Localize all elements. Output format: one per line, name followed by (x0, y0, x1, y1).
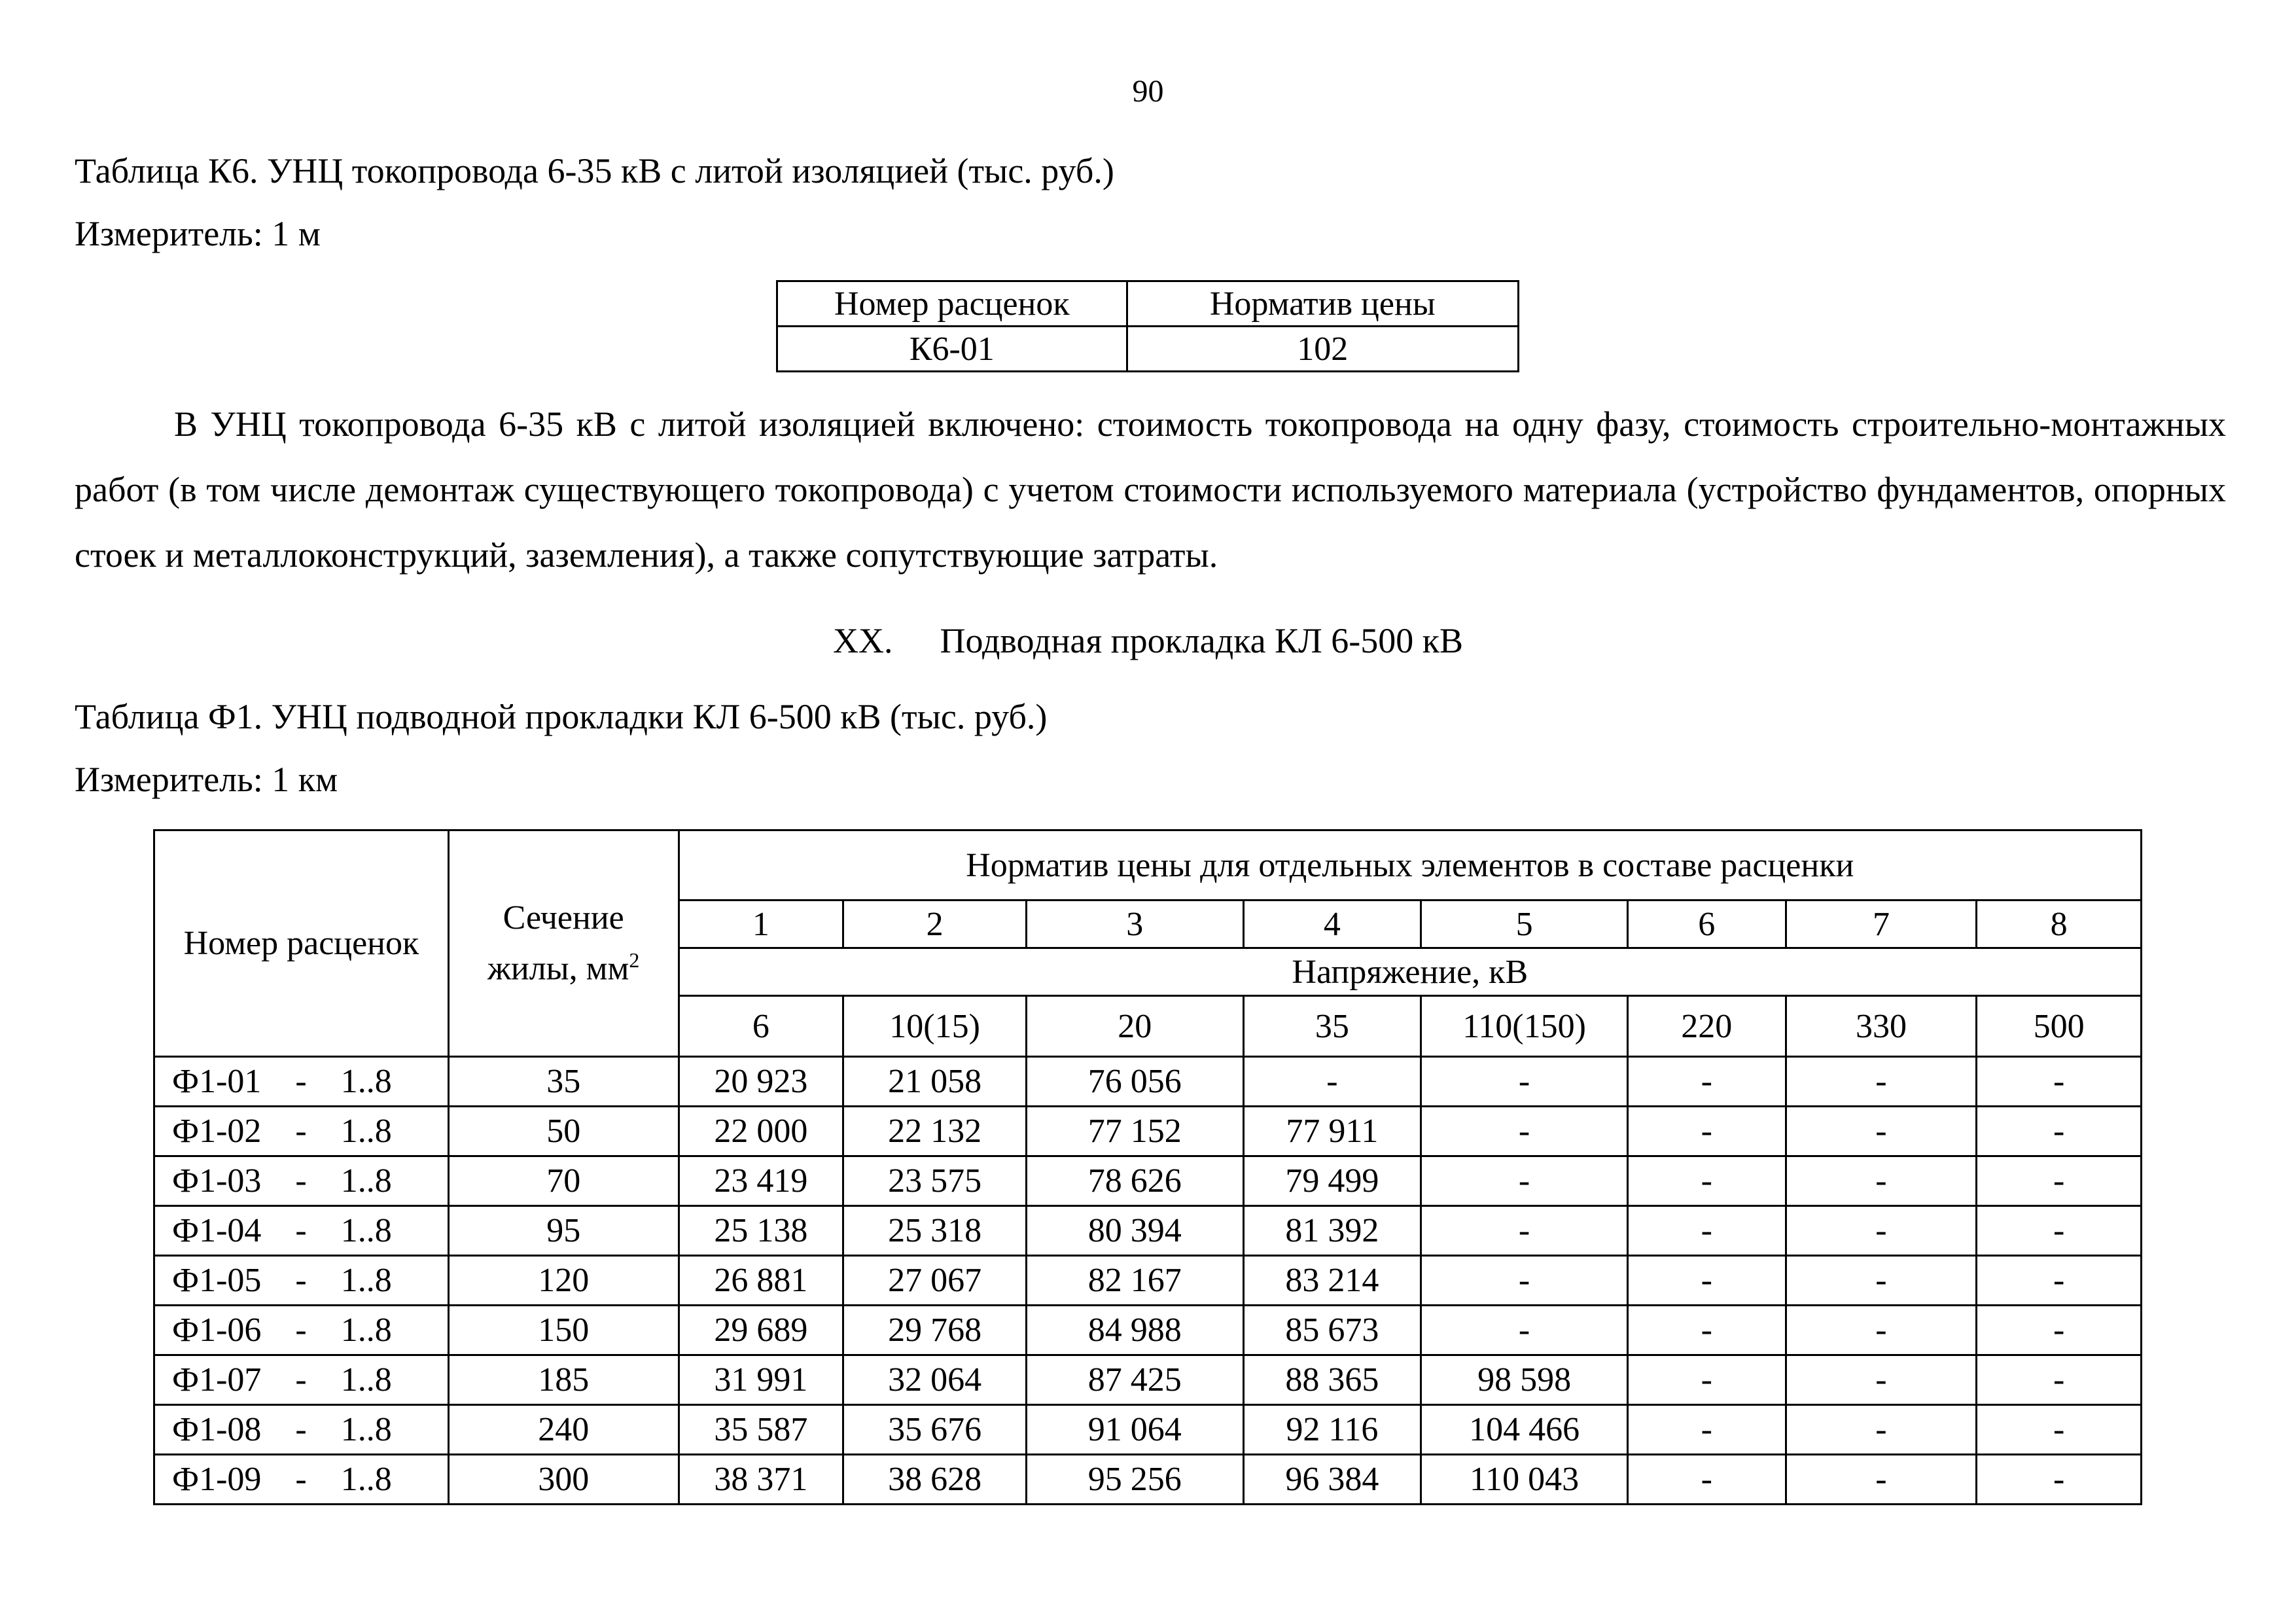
table-f1-cell-section: 120 (448, 1256, 679, 1306)
table-f1-element-number: 1 (679, 901, 843, 948)
table-f1-cell-section: 95 (448, 1206, 679, 1256)
table-k6-header-price: Норматив цены (1127, 281, 1518, 327)
table-f1-cell-section: 185 (448, 1355, 679, 1405)
table-f1-element-number: 2 (843, 901, 1027, 948)
section-number: XX. (833, 621, 893, 660)
table-f1-cell-value: 81 392 (1243, 1206, 1421, 1256)
table-f1-cell-value: 20 923 (679, 1057, 843, 1107)
table-f1-cell-value: - (1627, 1455, 1786, 1505)
table-f1-cell-value: - (1786, 1355, 1977, 1405)
table-f1-cell-value: 25 318 (843, 1206, 1027, 1256)
table-f1-cell-value: 38 628 (843, 1455, 1027, 1505)
table-f1-cell-value: 80 394 (1026, 1206, 1243, 1256)
table-f1-cell-value: 38 371 (679, 1455, 843, 1505)
table-f1-cell-value: - (1627, 1206, 1786, 1256)
table-f1-cell-value: 23 419 (679, 1156, 843, 1206)
table-f1-element-number: 3 (1026, 901, 1243, 948)
table-f1-cell-value: 21 058 (843, 1057, 1027, 1107)
table-f1-cell-value: - (1421, 1057, 1628, 1107)
table-k6-cell-code: К6-01 (777, 327, 1127, 372)
table-f1-cell-value: 92 116 (1243, 1405, 1421, 1455)
table-f1-cell-value: - (1977, 1405, 2142, 1455)
table-k6-measure: Измеритель: 1 м (75, 214, 321, 253)
table-f1-cell-value: - (1421, 1107, 1628, 1156)
table-f1-cell-value: 104 466 (1421, 1405, 1628, 1455)
table-f1-header-section-line1: Сечение (503, 899, 624, 936)
table-f1-voltage: 220 (1627, 996, 1786, 1057)
table-f1-cell-code: Ф1-07 - 1..8 (154, 1355, 449, 1405)
table-f1-cell-value: 87 425 (1026, 1355, 1243, 1405)
table-f1-cell-value: 31 991 (679, 1355, 843, 1405)
table-f1-cell-value: - (1627, 1405, 1786, 1455)
table-k6-header-code: Номер расценок (777, 281, 1127, 327)
table-f1-caption: Таблица Ф1. УНЦ подводной прокладки КЛ 6-500 кВ (тыс. руб.) (75, 697, 1048, 736)
table-f1-header-section (448, 830, 679, 1057)
table-f1-cell-value: 32 064 (843, 1355, 1027, 1405)
table-k6 (776, 280, 1519, 372)
page-number: 90 (1132, 74, 1164, 109)
table-f1-cell-value: 95 256 (1026, 1455, 1243, 1505)
table-f1-cell-value: - (1977, 1306, 2142, 1355)
table-f1-cell-section: 35 (448, 1057, 679, 1107)
table-f1-cell-value: 23 575 (843, 1156, 1027, 1206)
table-f1-cell-code: Ф1-02 - 1..8 (154, 1107, 449, 1156)
table-f1-cell-value: - (1977, 1057, 2142, 1107)
table-f1-cell-value: 85 673 (1243, 1306, 1421, 1355)
table-row (154, 1405, 2142, 1455)
table-f1-cell-code: Ф1-06 - 1..8 (154, 1306, 449, 1355)
table-f1-cell-value: 98 598 (1421, 1355, 1628, 1405)
table-f1-cell-value: 88 365 (1243, 1355, 1421, 1405)
table-f1-cell-value: - (1627, 1256, 1786, 1306)
table-k6-cell-price: 102 (1127, 327, 1518, 372)
table-f1-cell-section: 300 (448, 1455, 679, 1505)
table-f1-cell-value: 96 384 (1243, 1455, 1421, 1505)
table-row (154, 1455, 2142, 1505)
table-row (154, 1057, 2142, 1107)
table-f1-cell-value: - (1977, 1107, 2142, 1156)
table-f1-cell-value: 78 626 (1026, 1156, 1243, 1206)
table-f1-voltage: 330 (1786, 996, 1977, 1057)
table-f1-cell-value: 25 138 (679, 1206, 843, 1256)
table-row (154, 1256, 2142, 1306)
table-f1-voltage: 35 (1243, 996, 1421, 1057)
section-heading (0, 620, 2296, 661)
table-f1-cell-value: 76 056 (1026, 1057, 1243, 1107)
table-f1-voltage: 110(150) (1421, 996, 1628, 1057)
table-f1-cell-value: - (1421, 1256, 1628, 1306)
table-f1-cell-value: - (1421, 1206, 1628, 1256)
table-f1-cell-code: Ф1-08 - 1..8 (154, 1405, 449, 1455)
table-f1-cell-value: - (1786, 1156, 1977, 1206)
table-f1-cell-value: - (1977, 1156, 2142, 1206)
table-f1-cell-value: - (1977, 1355, 2142, 1405)
table-f1-voltage: 6 (679, 996, 843, 1057)
table-f1-cell-section: 70 (448, 1156, 679, 1206)
table-f1-voltage: 20 (1026, 996, 1243, 1057)
table-f1-cell-value: - (1977, 1256, 2142, 1306)
table-f1-header-code: Номер расценок (154, 830, 449, 1057)
table-f1-cell-value: - (1421, 1156, 1628, 1206)
table-f1-cell-value: - (1421, 1306, 1628, 1355)
table-f1-cell-value: - (1627, 1355, 1786, 1405)
table-f1-header-voltage: Напряжение, кВ (679, 948, 2141, 996)
paragraph-description: В УНЦ токопровода 6-35 кВ с литой изоляцией включено: стоимость токопровода на одну фазу, стоимость строительно-монтажных работ (в том числе демонтаж существующего токопровода) с учетом стоимости используемого материала (устройство фундаментов, опорных стоек и металлоконструкций, заземления), а также сопутствующие затраты. (75, 404, 2226, 575)
table-f1-cell-value: - (1977, 1455, 2142, 1505)
table-f1-cell-value: 35 676 (843, 1405, 1027, 1455)
table-row (154, 1107, 2142, 1156)
table-row (154, 1156, 2142, 1206)
table-f1-cell-code: Ф1-04 - 1..8 (154, 1206, 449, 1256)
table-row (154, 1206, 2142, 1256)
table-f1-header-section-sup: 2 (629, 948, 640, 972)
table-f1-cell-value: - (1627, 1057, 1786, 1107)
table-f1-element-number: 7 (1786, 901, 1977, 948)
table-f1-cell-value: 91 064 (1026, 1405, 1243, 1455)
table-f1-cell-value: 77 152 (1026, 1107, 1243, 1156)
table-f1-cell-value: 27 067 (843, 1256, 1027, 1306)
table-f1-cell-value: - (1977, 1206, 2142, 1256)
table-f1-cell-value: - (1627, 1107, 1786, 1156)
table-f1-element-number: 4 (1243, 901, 1421, 948)
table-f1-cell-section: 150 (448, 1306, 679, 1355)
table-k6-caption: Таблица К6. УНЦ токопровода 6-35 кВ с литой изоляцией (тыс. руб.) (75, 151, 1114, 190)
table-f1-cell-code: Ф1-01 - 1..8 (154, 1057, 449, 1107)
table-f1-cell-value: - (1786, 1405, 1977, 1455)
table-f1-cell-code: Ф1-03 - 1..8 (154, 1156, 449, 1206)
table-f1-header-section-line2: жилы, мм (487, 950, 629, 988)
table-f1-element-number: 6 (1627, 901, 1786, 948)
table-row (154, 1355, 2142, 1405)
table-f1-element-number: 8 (1977, 901, 2142, 948)
section-title: Подводная прокладка КЛ 6-500 кВ (940, 621, 1463, 660)
table-f1-cell-value: - (1243, 1057, 1421, 1107)
table-f1-cell-value: - (1627, 1306, 1786, 1355)
table-row (154, 1306, 2142, 1355)
table-f1-cell-value: 22 000 (679, 1107, 843, 1156)
table-f1-cell-value: - (1786, 1057, 1977, 1107)
table-f1-cell-value: - (1786, 1206, 1977, 1256)
table-f1-cell-section: 50 (448, 1107, 679, 1156)
table-f1-cell-value: 26 881 (679, 1256, 843, 1306)
table-f1-cell-value: 84 988 (1026, 1306, 1243, 1355)
table-f1-voltage: 500 (1977, 996, 2142, 1057)
table-f1-measure: Измеритель: 1 км (75, 760, 338, 799)
table-f1-cell-value: - (1627, 1156, 1786, 1206)
table-f1-cell-code: Ф1-09 - 1..8 (154, 1455, 449, 1505)
table-f1-cell-value: 110 043 (1421, 1455, 1628, 1505)
table-f1-cell-value: 35 587 (679, 1405, 843, 1455)
table-f1-cell-section: 240 (448, 1405, 679, 1455)
table-f1-cell-value: - (1786, 1107, 1977, 1156)
table-f1-cell-value: 82 167 (1026, 1256, 1243, 1306)
table-f1-cell-value: - (1786, 1455, 1977, 1505)
table-f1-header-elements: Норматив цены для отдельных элементов в составе расценки (679, 830, 2141, 901)
table-f1-element-number: 5 (1421, 901, 1628, 948)
table-f1-cell-value: 22 132 (843, 1107, 1027, 1156)
table-f1-voltage: 10(15) (843, 996, 1027, 1057)
table-f1 (153, 829, 2142, 1505)
table-f1-cell-value: 29 768 (843, 1306, 1027, 1355)
table-f1-cell-value: 29 689 (679, 1306, 843, 1355)
table-f1-cell-value: 77 911 (1243, 1107, 1421, 1156)
table-f1-cell-value: 79 499 (1243, 1156, 1421, 1206)
table-f1-cell-code: Ф1-05 - 1..8 (154, 1256, 449, 1306)
table-f1-cell-value: - (1786, 1306, 1977, 1355)
table-f1-cell-value: - (1786, 1256, 1977, 1306)
table-f1-cell-value: 83 214 (1243, 1256, 1421, 1306)
